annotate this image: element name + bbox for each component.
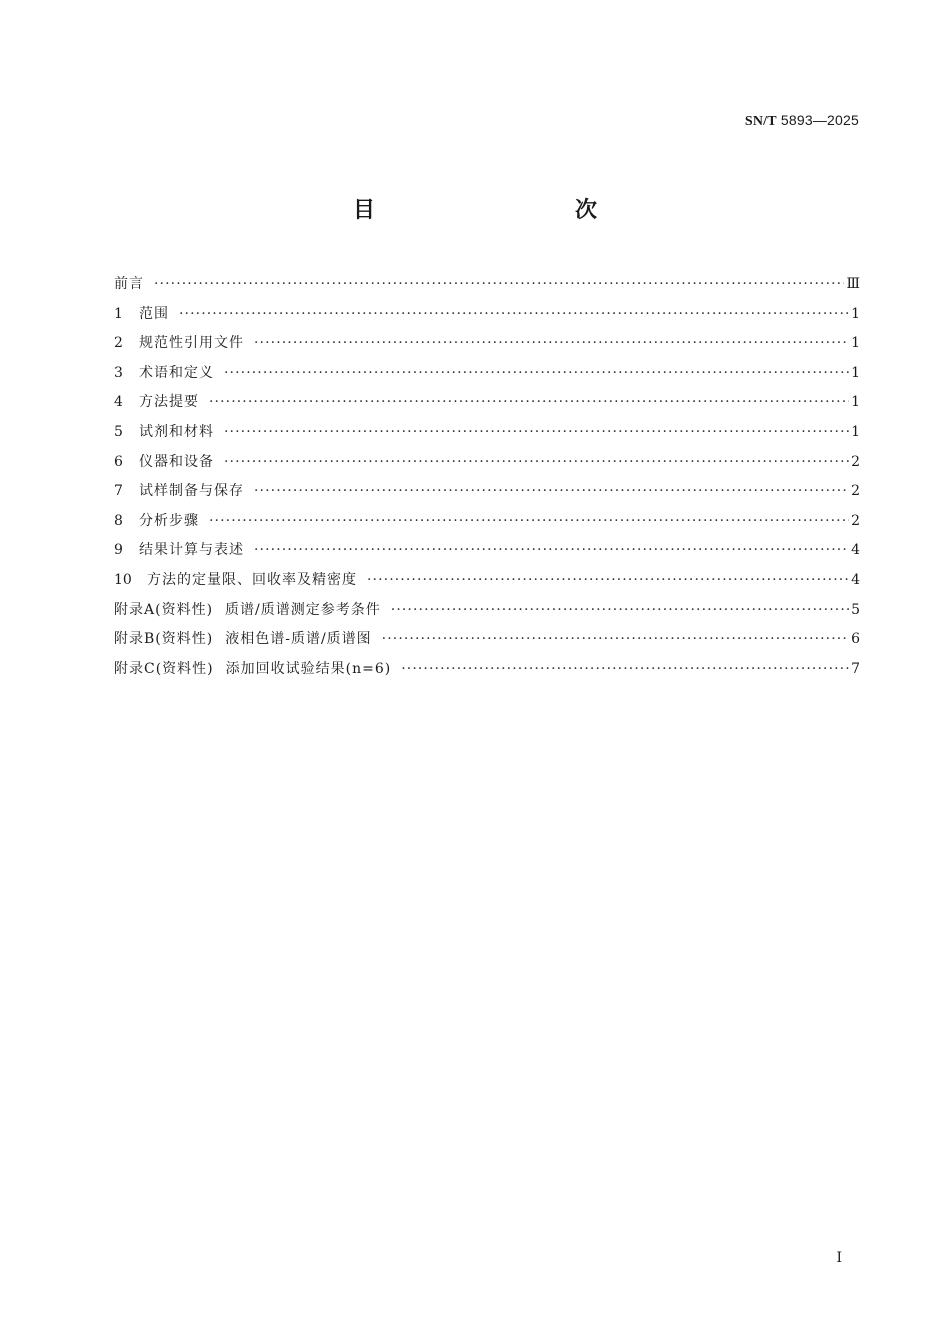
toc-entry-label [114, 422, 214, 442]
toc-entry-title: 试剂和材料 [139, 423, 214, 440]
toc-entry-label [114, 304, 169, 324]
toc-leader-dots [179, 304, 849, 324]
toc-entry-number: 附录B(资料性) [114, 631, 214, 648]
toc-leader-dots [391, 600, 849, 620]
toc-entry-page: 2 [851, 453, 860, 470]
toc-entry-appendix[interactable] [114, 659, 860, 689]
toc-entry-label [114, 452, 214, 472]
toc-entry[interactable] [114, 274, 860, 304]
toc-entry-number: 附录C(资料性) [114, 660, 214, 677]
toc-entry[interactable] [114, 304, 860, 334]
toc-entry-page: 1 [851, 335, 860, 352]
toc-leader-dots [401, 659, 849, 679]
toc-entry-title: 前言 [114, 276, 144, 292]
toc-entry-number: 7 [114, 483, 123, 500]
toc-entry-page: Ⅲ [846, 276, 860, 292]
toc-entry-label [114, 392, 199, 412]
toc-entry-appendix[interactable] [114, 629, 860, 659]
toc-entry[interactable] [114, 481, 860, 511]
toc-entry-title: 方法的定量限、回收率及精密度 [147, 571, 357, 588]
toc-entry-page: 5 [851, 601, 860, 618]
page-number: Ⅰ [836, 1250, 842, 1266]
standard-number: 5893—2025 [780, 112, 859, 128]
toc-entry[interactable] [114, 570, 860, 600]
toc-entry[interactable] [114, 511, 860, 541]
toc-entry-label [114, 629, 372, 649]
toc-entry-page: 1 [851, 394, 860, 411]
toc-entry-number: 6 [114, 453, 123, 470]
toc-entry-label [114, 363, 214, 383]
toc-leader-dots [224, 363, 849, 383]
table-of-contents [114, 274, 860, 688]
toc-entry-label [114, 333, 244, 353]
toc-entry-number: 附录A(资料性) [114, 601, 214, 618]
toc-leader-dots [154, 274, 844, 294]
toc-entry-title: 试样制备与保存 [139, 483, 244, 500]
toc-entry-label [114, 511, 199, 531]
standard-code [745, 112, 859, 130]
toc-entry-label [114, 570, 357, 590]
toc-entry-page: 1 [851, 423, 860, 440]
toc-leader-dots [254, 333, 849, 353]
toc-entry-page: 2 [851, 512, 860, 529]
toc-entry-page: 4 [851, 571, 860, 588]
toc-entry-number: 10 [114, 571, 132, 588]
toc-leader-dots [224, 422, 849, 442]
toc-leader-dots [254, 481, 849, 501]
standard-prefix: SN/T [744, 114, 777, 129]
toc-entry-title: 液相色谱-质谱/质谱图 [225, 631, 372, 648]
toc-leader-dots [224, 452, 849, 472]
toc-entry-number: 9 [114, 542, 123, 559]
toc-entry-title: 质谱/质谱测定参考条件 [225, 601, 381, 618]
toc-entry-title: 分析步骤 [139, 512, 199, 529]
toc-entry-title: 规范性引用文件 [139, 335, 244, 352]
toc-leader-dots [209, 392, 849, 412]
toc-entry[interactable] [114, 422, 860, 452]
toc-entry-label [114, 540, 244, 560]
toc-entry[interactable] [114, 363, 860, 393]
toc-entry-page: 6 [851, 631, 860, 648]
toc-entry-page: 4 [851, 542, 860, 559]
toc-entry-number: 2 [114, 335, 123, 352]
toc-entry-number: 1 [114, 305, 123, 322]
toc-entry-appendix[interactable] [114, 600, 860, 630]
toc-entry[interactable] [114, 540, 860, 570]
toc-entry-number: 3 [114, 364, 123, 381]
toc-leader-dots [367, 570, 849, 590]
toc-entry-page: 2 [851, 483, 860, 500]
toc-entry[interactable] [114, 333, 860, 363]
toc-entry-title: 结果计算与表述 [139, 542, 244, 559]
toc-entry-title: 仪器和设备 [139, 453, 214, 470]
toc-entry-title: 范围 [139, 305, 169, 322]
toc-entry[interactable] [114, 452, 860, 482]
toc-leader-dots [382, 629, 849, 649]
page-title: 目 次 [352, 198, 649, 223]
toc-entry-number: 4 [114, 394, 123, 411]
toc-leader-dots [209, 511, 849, 531]
toc-entry-number: 8 [114, 512, 123, 529]
toc-entry-label [114, 481, 244, 501]
toc-entry[interactable] [114, 392, 860, 422]
toc-entry-page: 1 [851, 364, 860, 381]
toc-entry-title: 添加回收试验结果(n=6) [225, 660, 392, 677]
toc-entry-number: 5 [114, 423, 123, 440]
toc-entry-title: 方法提要 [139, 394, 199, 411]
toc-leader-dots [254, 540, 849, 560]
toc-entry-title: 术语和定义 [139, 364, 214, 381]
toc-entry-page: 1 [851, 305, 860, 322]
toc-entry-label [114, 274, 144, 294]
toc-entry-page: 7 [851, 660, 860, 677]
toc-entry-label [114, 659, 391, 679]
toc-entry-label [114, 600, 381, 620]
